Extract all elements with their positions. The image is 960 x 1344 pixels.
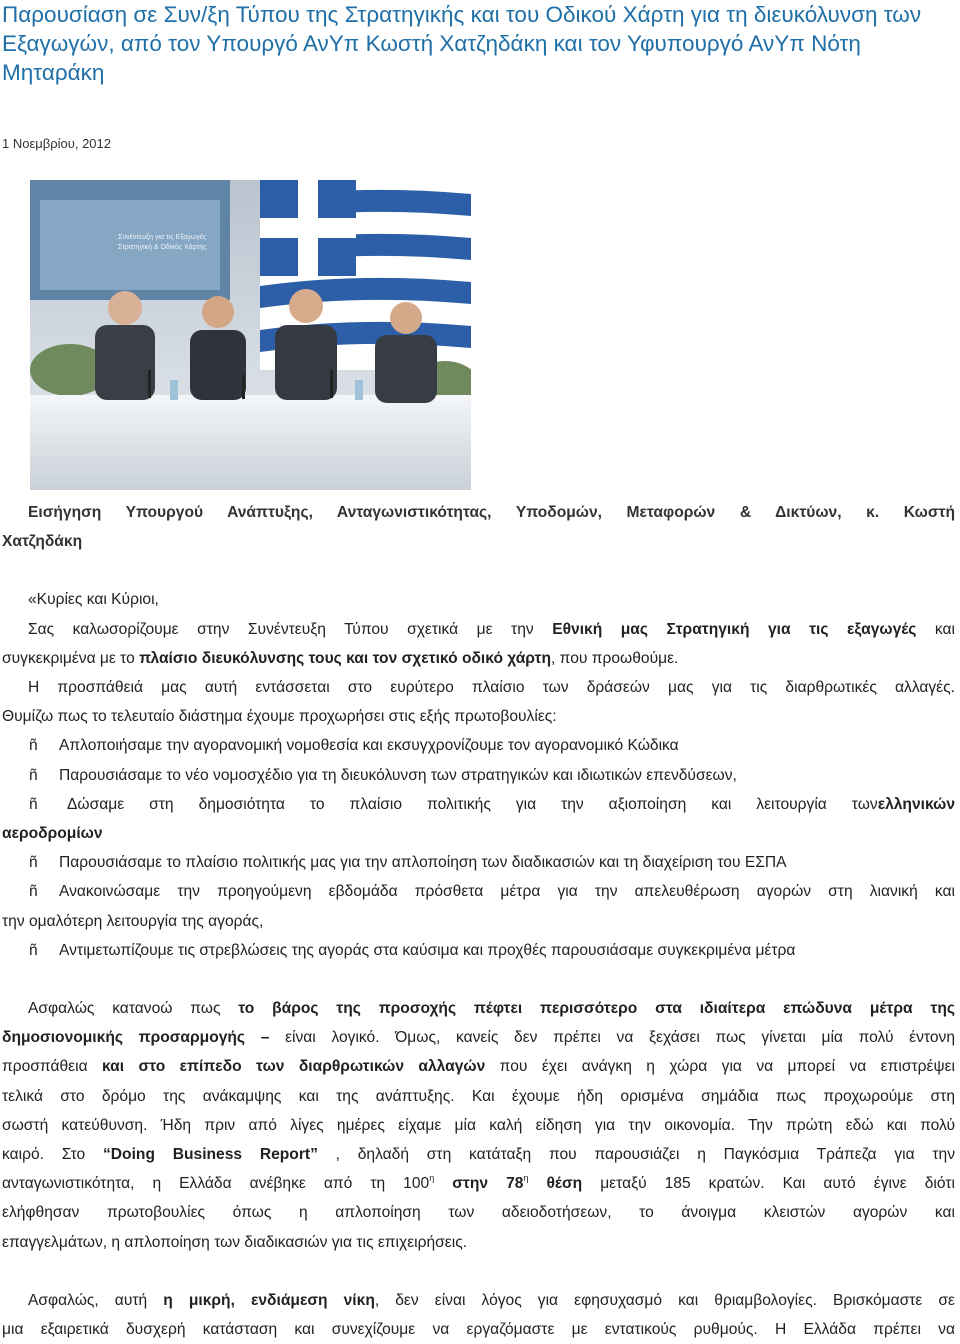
bullet-item-5-line2: την ομαλότερη λειτουργία της αγοράς, <box>2 912 264 930</box>
paragraph-5-line1: Ασφαλώς, αυτή η μικρή, ενδιάμεση νίκη, δεν είναι λόγος για εφησυχασμό και θριαμβολογίες. Βρισκόμαστε σε <box>28 1291 956 1309</box>
bullet-item-6: ñ Αντιμετωπίζουμε τις στρεβλώσεις της αγοράς στα καύσιμα και προχθές παρουσιάσαμε συγκεκριμένα μέτρα <box>2 936 955 965</box>
screen-caption-2: Στρατηγική & Οδικός Χάρτης <box>118 244 207 251</box>
paragraph-1-line2: συγκεκριμένα με το πλαίσιο διευκόλυνσης τους και τον σχετικό οδικό χάρτη, που προωθούμε. <box>2 649 679 667</box>
speech-heading-line1: Εισήγηση Υπουργού Ανάπτυξης, Ανταγωνιστικότητας, Υποδομών, Μεταφορών & Δικτύων, κ. Κωστή <box>28 504 955 521</box>
paragraph-1-line1: Σας καλωσορίζουμε στην Συνέντευξη Τύπου σχετικά με την Εθνική μας Στρατηγική για τις εξαγωγές και <box>28 620 956 638</box>
bullet-marker: ñ <box>29 737 38 755</box>
publish-date: 1 Νοεμβρίου, 2012 <box>2 136 111 151</box>
paragraph-4-line7: ανταγωνιστικότητα, η Ελλάδα ανέβηκε από τη $100^\eta$ στην $78^\eta$ θέση μεταξύ 185 κρατών. Και αυτό έγινε διότι <box>2 1173 955 1193</box>
screen-caption-1: Συνέντευξη για τις Εξαγωγές <box>118 234 207 241</box>
bullet-item-1: ñ Απλοποιήσαμε την αγορανομική νομοθεσία και εκσυγχρονίζουμε τον αγορανομικό Κώδικα <box>2 731 955 760</box>
paragraph-4-line2: δημοσιονομικής προσαρμογής – είναι λογικό. Όμως, κανείς δεν πρέπει να ξεχάσει πως γίνεται μία πολύ έντονη <box>2 1029 955 1047</box>
paragraph-4-line6: καιρό. Στο “Doing Business Report” , δηλαδή στη κατάταξη που παρουσιάζει η Παγκόσμια Τράπεζα για την <box>2 1146 955 1164</box>
paragraph-4-line5: σωστή κατεύθυνση. Ήδη πριν από λίγες ημέρες είχαμε μία καλή είδηση για την οικονομία. Την πρώτη εδώ και πολύ <box>2 1116 955 1134</box>
paragraph-2: Η προσπάθειά μας αυτή εντάσσεται στο ευρύτερο πλαίσιο των δράσεών μας για τις διαρθρωτικές αλλαγές. <box>28 679 955 697</box>
paragraph-4-line3: προσπάθεια και στο επίπεδο των διαρθρωτικών αλλαγών που έχει ανάγκη η χώρα για να μπορεί να επιστρέψει <box>2 1058 956 1076</box>
paragraph-4-line1: Ασφαλώς κατανοώ πως το βάρος της προσοχής πέφτει περισσότερο στα ιδιαίτερα επώδυνα μέτρα της <box>28 1000 955 1018</box>
paragraph-4-line8: ελήφθησαν πρωτοβουλίες όπως η απλοποίηση των αδειοδοτήσεων, το άνοιγμα κλειστών αγορών και <box>2 1204 955 1222</box>
press-conference-photo <box>30 180 471 490</box>
bullet-item-4: ñ Παρουσιάσαμε το πλαίσιο πολιτικής μας για την απλοποίηση των διαδικασιών και τη διαχείριση του ΕΣΠΑ <box>2 848 955 877</box>
bullet-item-5-line1: ñ Ανακοινώσαμε την προηγούμενη εβδομάδα πρόσθετα μέτρα για την απελευθέρωση αγορών στη λιανική και <box>2 877 955 906</box>
paragraph-5-line2: μια εξαιρετικά δυσχερή κατάσταση και συνεχίζουμε να εργαζόμαστε με εντατικούς ρυθμούς. Η Ελλάδα πρέπει να <box>2 1321 955 1339</box>
paragraph-3: Θυμίζω πως το τελευταίο διάστημα έχουμε προχωρήσει στις εξής πρωτοβουλίες: <box>2 708 557 726</box>
bullet-marker: ñ <box>29 854 38 872</box>
greeting: «Κυρίες και Κύριοι, <box>28 591 159 609</box>
bullet-item-2: ñ Παρουσιάσαμε το νέο νομοσχέδιο για τη διευκόλυνση των στρατηγικών και ιδιωτικών επενδύσεων, <box>2 761 955 790</box>
article-body <box>2 498 955 1344</box>
speech-heading-line2: Χατζηδάκη <box>2 533 83 551</box>
bullet-item-3-line1: ñ Δώσαμε στη δημοσιότητα το πλαίσιο πολιτικής για την αξιοποίηση και λειτουργία τωνελληνικών <box>2 790 955 819</box>
page-title: Παρουσίαση σε Συν/ξη Τύπου της Στρατηγικής και του Οδικού Χάρτη για τη διευκόλυνση των Εξαγωγών, από τον Υπουργό ΑνΥπ Κωστή Χατζηδάκη και τον Υφυπουργό ΑνΥπ Νότη Μηταράκη <box>2 2 922 85</box>
paragraph-4-line4: τελικά στο δρόμο της ανάκαμψης και της ανάπτυξης. Και έχουμε ήδη ορισμένα σημάδια πως προχωρούμε στη <box>2 1087 955 1105</box>
bullet-item-3-line2: αεροδρομίων <box>2 825 103 843</box>
bullet-marker: ñ <box>29 883 38 901</box>
bullet-marker: ñ <box>29 766 38 784</box>
paragraph-4-line9: επαγγελμάτων, η απλοποίηση των διαδικασιών για τις επιχειρήσεις. <box>2 1233 468 1251</box>
bullet-marker: ñ <box>29 941 38 959</box>
bullet-marker: ñ <box>29 795 38 813</box>
